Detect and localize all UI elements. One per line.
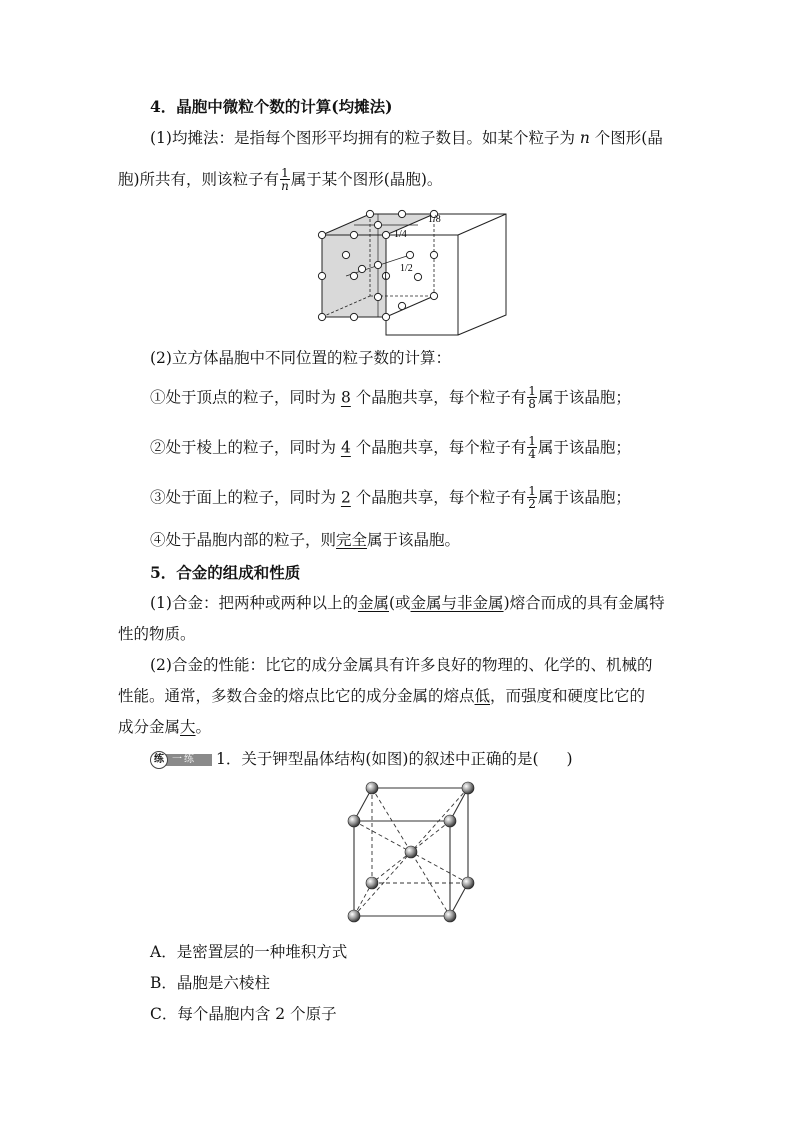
large-box-back — [434, 214, 506, 335]
large-box-edge — [458, 214, 506, 235]
text-fragment: ，而强度和硬度比它的 — [490, 687, 646, 705]
particle — [350, 272, 357, 279]
fraction — [527, 485, 537, 510]
underlined-answer: 完全 — [336, 531, 368, 549]
share-count: 8 — [340, 388, 351, 407]
fraction-numerator: 1 — [528, 484, 536, 498]
particle — [318, 272, 325, 279]
particle — [406, 251, 413, 258]
particle — [374, 221, 381, 228]
atoms — [348, 782, 474, 922]
atom — [366, 782, 378, 794]
atom-body-center — [405, 846, 417, 858]
fraction-numerator: 1 — [528, 384, 536, 398]
text-fragment: 属于某个图形(晶胞)。 — [290, 170, 443, 189]
particle — [342, 251, 349, 258]
particle — [318, 313, 325, 320]
share-count: 4 — [340, 438, 351, 457]
text-fragment: 性能。通常，多数合金的熔点比它的成分金属的熔点 — [118, 687, 475, 705]
text-fragment: 属于该晶胞。 — [367, 531, 461, 549]
variable-n: n — [579, 129, 590, 147]
particle — [382, 313, 389, 320]
fraction-denominator: 8 — [528, 397, 536, 411]
particle — [382, 231, 389, 238]
fraction-numerator: 1 — [281, 166, 289, 180]
large-box-front — [386, 235, 458, 335]
text-fragment: (或 — [388, 594, 411, 612]
text-fragment: )熔合而成的具有金属特 — [503, 594, 665, 612]
particle — [430, 292, 437, 299]
text-fragment: 。 — [195, 718, 212, 736]
section-4-heading: 4．晶胞中微粒个数的计算(均摊法) — [150, 97, 393, 116]
underlined-answer: 大 — [180, 718, 196, 736]
particle — [414, 273, 421, 280]
particle — [358, 265, 365, 272]
text-fragment: ③处于面上的粒子，同时为 — [150, 488, 341, 507]
label-one-half: 1/2 — [400, 263, 413, 274]
text-fragment: 个晶胞共享，每个粒子有 — [350, 488, 527, 507]
particle — [366, 210, 373, 217]
share-count: 2 — [340, 488, 351, 507]
paragraph-5-1-line2: 性的物质。 — [118, 625, 196, 643]
bcc-structure-figure — [344, 778, 480, 923]
particle — [430, 251, 437, 258]
text-fragment: ①处于顶点的粒子，同时为 — [150, 388, 341, 407]
practice-badge — [150, 751, 212, 769]
text-fragment: 属于该晶胞； — [537, 388, 631, 407]
particle — [350, 313, 357, 320]
fraction-numerator: 1 — [528, 434, 536, 448]
underlined-answer: 低 — [474, 687, 491, 705]
item-face — [150, 486, 631, 511]
label-one-eighth: 1/8 — [428, 214, 441, 225]
atom — [348, 815, 360, 827]
fraction-denominator: 4 — [528, 447, 536, 461]
paragraph-5-2-line1: (2)合金的性能：比它的成分金属具有许多良好的物理的、化学的、机械的 — [150, 656, 653, 674]
fraction — [527, 435, 537, 460]
exercise-question — [150, 748, 573, 770]
practice-badge-icon: 练 — [150, 751, 168, 769]
text-fragment: ④处于晶胞内部的粒子，则 — [150, 531, 337, 549]
paragraph-4-1-line1 — [150, 127, 663, 149]
fraction-denominator: 2 — [528, 497, 536, 511]
item-vertex — [150, 386, 631, 411]
label-one-quarter: 1/4 — [394, 229, 407, 240]
text-fragment: 属于该晶胞； — [537, 488, 631, 507]
question-text: 1．关于钾型晶体结构(如图)的叙述中正确的是( — [216, 750, 539, 768]
atom — [462, 782, 474, 794]
text-fragment: 个晶胞共享，每个粒子有 — [350, 438, 527, 457]
text-fragment: 胞)所共有，则该粒子有 — [118, 170, 280, 189]
fraction — [527, 385, 537, 410]
text-fragment: 成分金属 — [118, 718, 181, 736]
question-paren-close: ) — [566, 750, 573, 768]
text-fragment: ②处于棱上的粒子，同时为 — [150, 438, 341, 457]
paragraph-4-2: (2)立方体晶胞中不同位置的粒子数的计算： — [150, 349, 451, 367]
atom — [348, 910, 360, 922]
practice-badge-label: 一练 — [160, 754, 212, 766]
item-interior — [150, 529, 460, 551]
paragraph-4-1-line2 — [118, 168, 442, 193]
option-c[interactable]: C．每个晶胞内含 2 个原子 — [150, 1005, 337, 1023]
text-fragment: (1)合金：把两种或两种以上的 — [150, 594, 358, 612]
particle — [318, 231, 325, 238]
label-one: 1 — [383, 271, 388, 282]
atom — [444, 910, 456, 922]
small-cube-bottom-edge — [386, 296, 434, 317]
text-fragment: 个晶胞共享，每个粒子有 — [350, 388, 527, 407]
paragraph-5-1-line1 — [150, 592, 665, 614]
paragraph-5-2-line3 — [118, 716, 211, 738]
underlined-answer: 金属 — [357, 594, 389, 612]
item-edge — [150, 436, 631, 461]
fraction-1-over-n — [280, 167, 290, 192]
underlined-answer: 金属与非金属 — [410, 594, 504, 612]
atom — [444, 815, 456, 827]
paragraph-5-2-line2 — [118, 685, 645, 707]
particle — [374, 293, 381, 300]
text-fragment: 属于该晶胞； — [537, 438, 631, 457]
fraction-denominator: n — [281, 179, 289, 193]
text-fragment: (1)均摊法：是指每个图形平均拥有的粒子数目。如某个粒子为 — [150, 129, 580, 147]
atom — [462, 877, 474, 889]
front-face — [354, 821, 450, 916]
atom — [366, 877, 378, 889]
particle — [398, 210, 405, 217]
particle — [350, 231, 357, 238]
option-b[interactable]: B．晶胞是六棱柱 — [150, 974, 270, 992]
section-5-heading: 5．合金的组成和性质 — [150, 563, 301, 582]
unit-cell-sharing-figure — [312, 205, 522, 340]
particle — [374, 261, 381, 268]
particle — [398, 302, 405, 309]
option-a[interactable]: A．是密置层的一种堆积方式 — [150, 943, 348, 961]
text-fragment: 个图形(晶 — [589, 129, 663, 147]
